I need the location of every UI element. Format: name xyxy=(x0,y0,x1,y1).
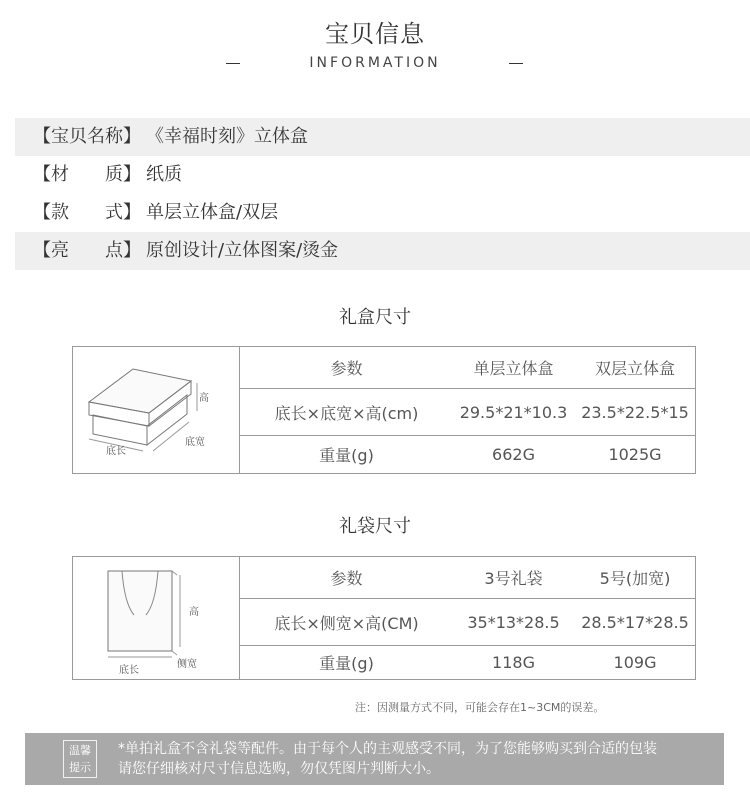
table-cell: 1025G xyxy=(608,445,662,464)
table-header-cell: 5号(加宽) xyxy=(599,569,671,588)
gift-bag-table xyxy=(72,556,696,680)
tip-line: *单拍礼盒不含礼袋等配件。由于每个人的主观感受不同，为了您能够购买到合适的包装 xyxy=(118,741,657,757)
table-cell: 重量(g) xyxy=(319,654,374,673)
gift-bag-title: 礼袋尺寸 xyxy=(339,516,411,537)
box-diagram xyxy=(73,347,240,473)
info-value: 原创设计/立体图案/烫金 xyxy=(146,240,339,261)
table-cell: 29.5*21*10.3 xyxy=(459,402,568,422)
table-cell: 23.5*22.5*15 xyxy=(581,402,689,422)
bag-diagram xyxy=(73,557,240,679)
table-header-cell: 参数 xyxy=(330,569,363,588)
table-row xyxy=(240,435,696,473)
gift-box-title: 礼盒尺寸 xyxy=(339,307,411,328)
table-cell: 118G xyxy=(492,653,535,672)
table-cell: 底长×侧宽×高(CM) xyxy=(274,613,419,633)
info-row-style xyxy=(15,194,750,232)
table-cell: 35*13*28.5 xyxy=(467,612,560,632)
info-key-part: 【款 xyxy=(33,202,69,223)
subtitle-row xyxy=(0,54,750,74)
table-cell: 109G xyxy=(613,653,657,672)
box-height-label: 高 xyxy=(199,393,209,404)
info-value: 《幸福时刻》立体盒 xyxy=(146,126,308,147)
tip-badge-line: 温馨 xyxy=(69,744,91,757)
table-header-cell: 单层立体盒 xyxy=(473,359,554,378)
info-key: 【宝贝名称】 xyxy=(33,126,141,147)
tip-text xyxy=(118,739,657,779)
info-row-material xyxy=(15,156,750,194)
info-key-part: 质】 xyxy=(105,164,141,185)
gift-box-table xyxy=(72,346,696,474)
table-header-row xyxy=(240,557,696,598)
info-key-part: 【亮 xyxy=(33,240,69,261)
tip-badge-line: 提示 xyxy=(69,761,91,774)
page-title: 宝贝信息 xyxy=(325,20,425,48)
info-key-part: 点】 xyxy=(105,240,141,261)
table-cell: 重量(g) xyxy=(319,446,374,465)
bag-height-label: 高 xyxy=(189,607,199,618)
info-row-highlight xyxy=(15,232,750,270)
bag-icon xyxy=(73,557,240,679)
table-header-cell: 参数 xyxy=(330,359,363,378)
table-header-cell: 3号礼袋 xyxy=(484,569,543,588)
table-cell: 662G xyxy=(492,445,535,464)
page-subtitle: INFORMATION xyxy=(309,55,441,71)
table-row xyxy=(240,388,696,435)
info-row-name xyxy=(15,118,750,156)
table-header-cell: 双层立体盒 xyxy=(594,359,675,378)
info-key-part: 【材 xyxy=(33,164,69,185)
tip-badge xyxy=(63,740,97,778)
bag-width-label: 侧宽 xyxy=(177,659,197,670)
table-cell: 底长×底宽×高(cm) xyxy=(274,403,419,423)
table-row xyxy=(240,645,696,679)
info-key-part: 式】 xyxy=(105,202,141,223)
tip-line: 请您仔细核对尺寸信息选购，勿仅凭图片判断大小。 xyxy=(118,761,440,777)
box-length-label: 底长 xyxy=(106,446,126,457)
tip-bar xyxy=(25,733,724,785)
right-dash xyxy=(509,63,523,64)
table-header-row xyxy=(240,347,696,388)
bag-length-label: 底长 xyxy=(119,665,139,676)
info-value: 单层立体盒/双层 xyxy=(146,202,279,223)
box-width-label: 底宽 xyxy=(185,437,205,448)
table-row xyxy=(240,598,696,645)
table-cell: 28.5*17*28.5 xyxy=(581,612,689,632)
info-value: 纸质 xyxy=(146,164,182,185)
measurement-note: 注：因测量方式不同，可能会存在1~3CM的误差。 xyxy=(355,701,605,714)
box-icon xyxy=(73,347,240,473)
